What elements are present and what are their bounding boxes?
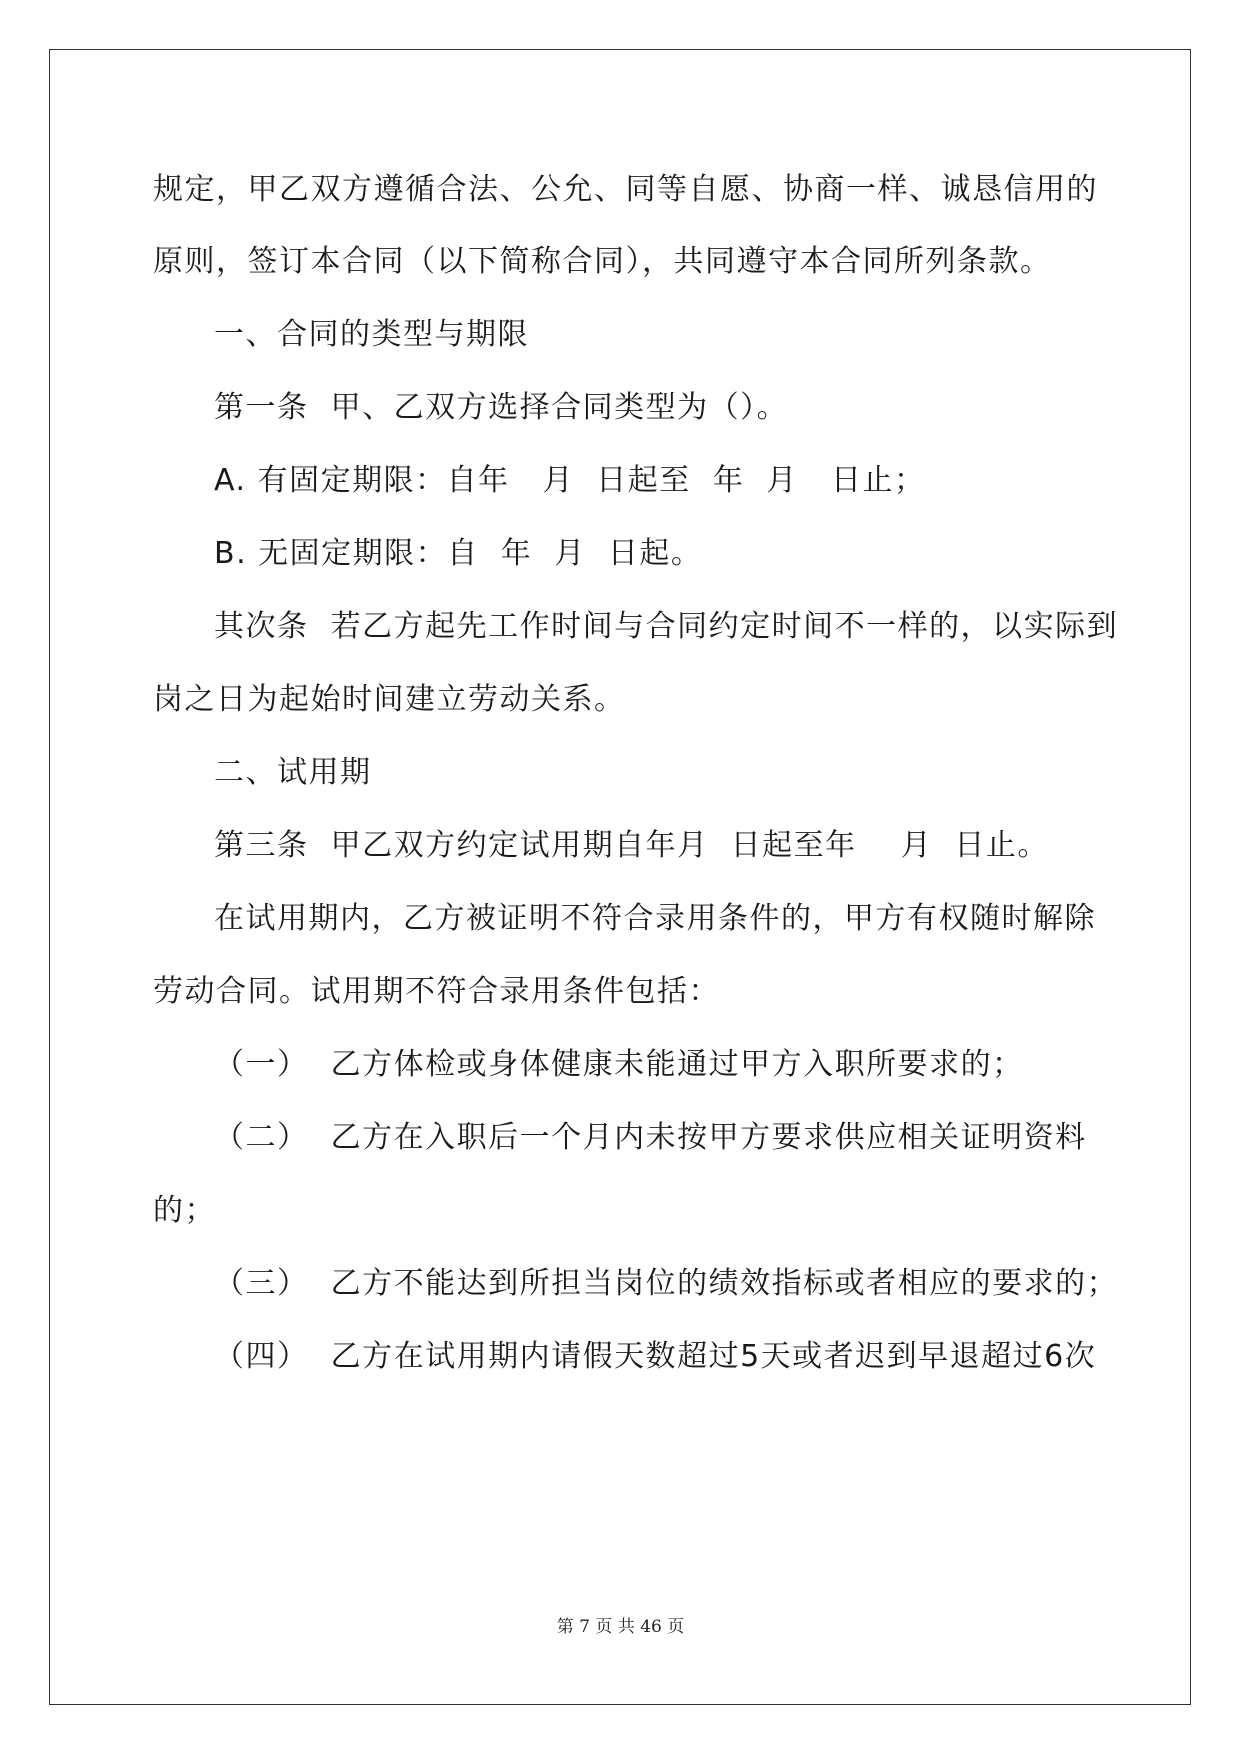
paragraph-line: 岗之日为起始时间建立劳动关系。 xyxy=(153,682,626,717)
page-number-footer: 第 7 页 共 46 页 xyxy=(556,1617,685,1637)
list-item: （四） 乙方在试用期内请假天数超过5天或者迟到早退超过6次 xyxy=(214,1339,1097,1374)
option-line: B. 无固定期限：自 年 月 日起。 xyxy=(214,536,703,571)
article-line: 其次条 若乙方起先工作时间与合同约定时间不一样的，以实际到 xyxy=(214,609,1119,644)
list-item-continuation: 的； xyxy=(153,1193,216,1228)
list-item: （三） 乙方不能达到所担当岗位的绩效指标或者相应的要求的； xyxy=(214,1266,1119,1301)
option-line: A. 有固定期限：自年 月 日起至 年 月 日止； xyxy=(214,463,926,498)
page-border xyxy=(49,49,1191,1705)
paragraph-line: 劳动合同。试用期不符合录用条件包括： xyxy=(153,974,720,1009)
list-item: （一） 乙方体检或身体健康未能通过甲方入职所要求的； xyxy=(214,1047,1024,1082)
article-line: 第一条 甲、乙双方选择合同类型为（）。 xyxy=(214,390,789,425)
section-heading: 二、试用期 xyxy=(214,755,372,790)
list-item: （二） 乙方在入职后一个月内未按甲方要求供应相关证明资料 xyxy=(214,1120,1087,1155)
paragraph-line: 规定，甲乙双方遵循合法、公允、同等自愿、协商一样、诚恳信用的 xyxy=(153,172,1098,207)
section-heading: 一、合同的类型与期限 xyxy=(214,317,529,352)
article-line: 第三条 甲乙双方约定试用期自年月 日起至年 月 日止。 xyxy=(214,828,1049,863)
paragraph-line: 在试用期内，乙方被证明不符合录用条件的，甲方有权随时解除 xyxy=(214,901,1096,936)
paragraph-line: 原则，签订本合同（以下简称合同），共同遵守本合同所列条款。 xyxy=(153,244,1052,279)
